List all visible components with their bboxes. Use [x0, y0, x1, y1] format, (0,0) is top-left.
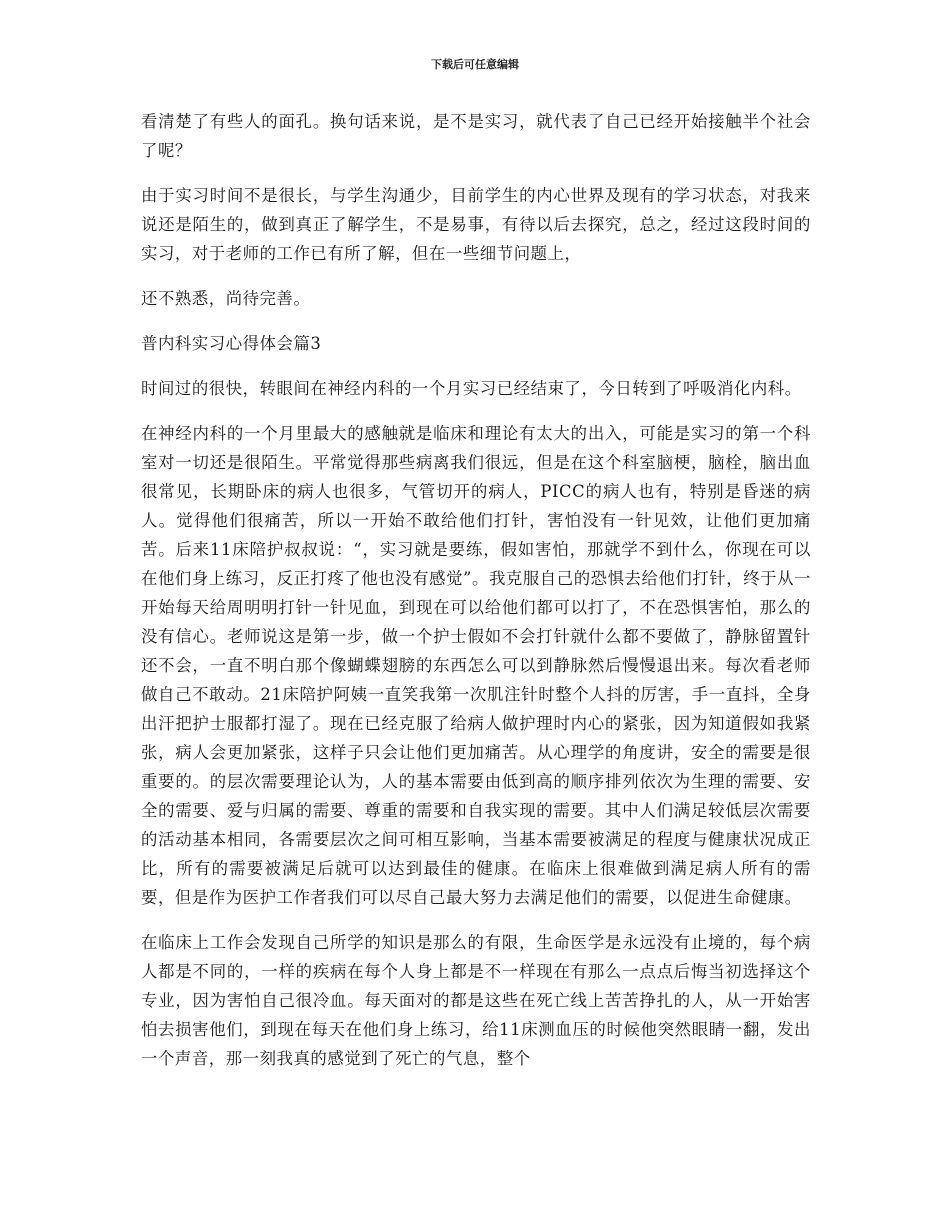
page-header: 下载后可任意编辑 — [431, 58, 519, 71]
paragraph: 在神经内科的一个月里最大的感触就是临床和理论有太大的出入，可能是实习的第一个科室对一切还是很陌生。平常觉得那些病离我们很远，但是在这个科室脑梗，脑栓，脑出血很常见，长期卧床的病人也很多，气管切开的病人，PICC的病人也有，特别是昏迷的病人。觉得他们很痛苦，所以一开始不敢给他们打针，害怕没有一针见效，让他们更加痛苦。后来11床陪护叔叔说：“，实习就是要练，假如害怕，那就学不到什么，你现在可以在他们身上练习，反正打疼了他也没有感觉”。我克服自己的恐惧去给他们打针，终于从一开始每天给周明明打针一针见血，到现在可以给他们都可以打了，不在恐惧害怕，那么的没有信心。老师说这是第一步，做一个护士假如不会打针就什么都不要做了，静脉留置针还不会，一直不明白那个像蝴蝶翅膀的东西怎么可以到静脉然后慢慢退出来。每次看老师做自己不敢动。21床陪护阿姨一直笑我第一次肌注针时整个人抖的厉害，手一直抖，全身出汗把护士服都打湿了。现在已经克服了给病人做护理时内心的紧张，因为知道假如我紧张，病人会更加紧张，这样子只会让他们更加痛苦。从心理学的角度讲，安全的需要是很重要的。的层次需要理论认为，人的基本需要由低到高的顺序排列依次为生理的需要、安全的需要、爱与归属的需要、尊重的需要和自我实现的需要。其中人们满足较低层次需要的活动基本相同，各需要层次之间可相互影响，当基本需要被满足的程度与健康状况成正比，所有的需要被满足后就可以达到最佳的健康。在临床上很难做到满足病人所有的需要，但是作为医护工作者我们可以尽自己最大努力去满足他们的需要，以促进生命健康。 — [141, 424, 811, 907]
document-body — [141, 107, 811, 1089]
section-heading: 普内科实习心得体会篇3 — [141, 334, 322, 353]
paragraph: 在临床上工作会发现自己所学的知识是那么的有限，生命医学是永远没有止境的，每个病人都是不同的，一样的疾病在每个人身上都是不一样现在有那么一点点后悔当初选择这个专业，因为害怕自己很冷血。每天面对的都是这些在死亡线上苦苦挣扎的人，从一开始害怕去损害他们，到现在每天在他们身上练习，给11床测血压的时候他突然眼睛一翻，发出一个声音，那一刻我真的感觉到了死亡的气息，整个 — [141, 933, 811, 1068]
paragraph: 还不熟悉，尚待完善。 — [141, 289, 311, 308]
paragraph: 时间过的很快，转眼间在神经内科的一个月实习已经结束了，今日转到了呼吸消化内科。 — [141, 379, 802, 398]
paragraph: 看清楚了有些人的面孔。换句话来说，是不是实习，就代表了自己已经开始接触半个社会了呢？ — [141, 112, 811, 160]
paragraph: 由于实习时间不是很长，与学生沟通少，目前学生的内心世界及现有的学习状态，对我来说还是陌生的，做到真正了解学生，不是易事，有待以后去探究，总之，经过这段时间的实习，对于老师的工作已有所了解，但在一些细节问题上， — [141, 186, 811, 263]
